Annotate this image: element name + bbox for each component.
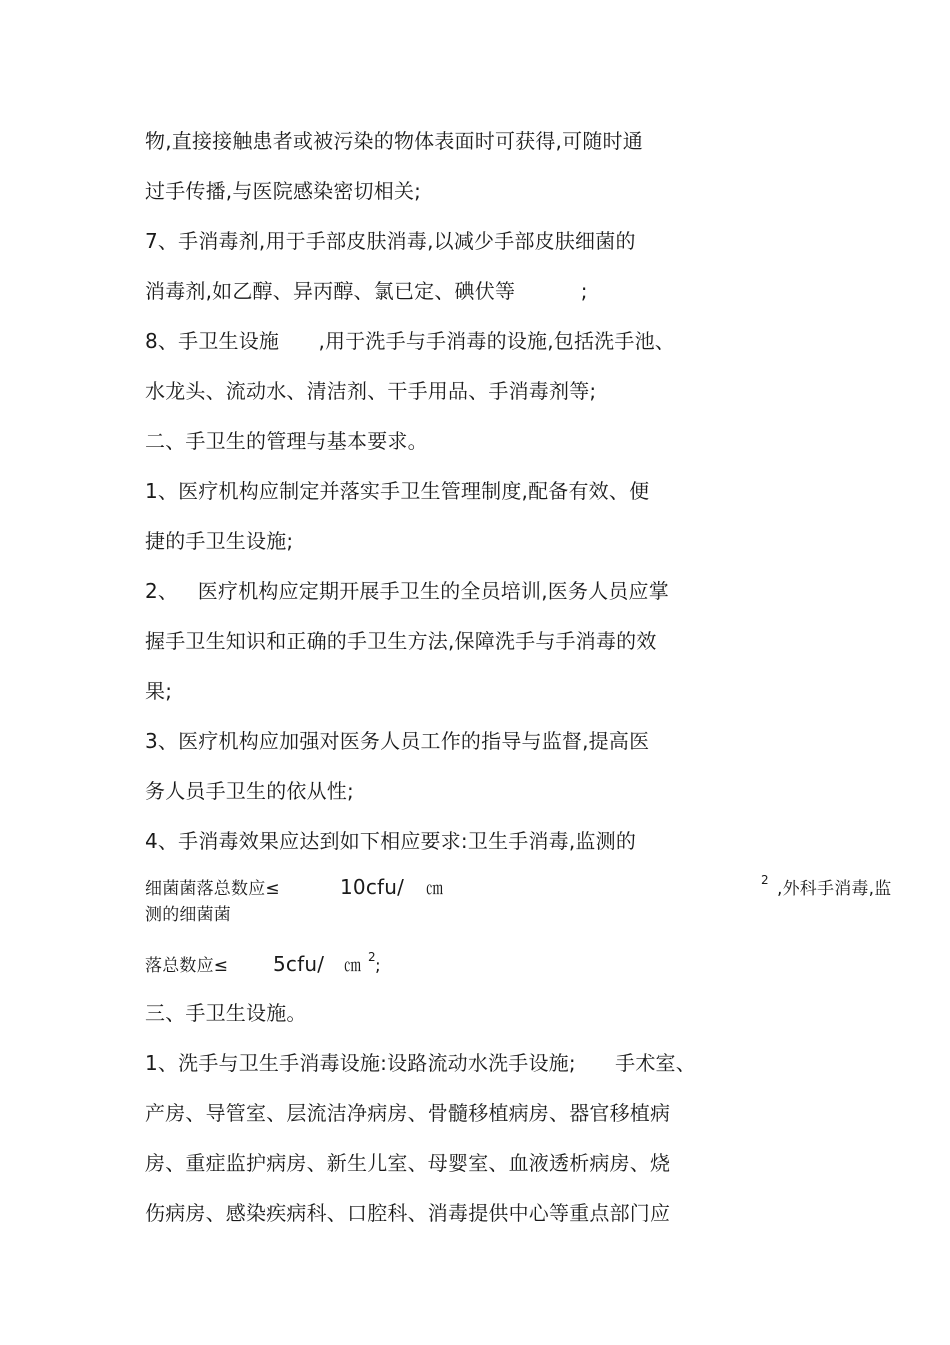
text-line: 务人员手卫生的依从性; bbox=[145, 779, 354, 803]
superscript: 2 bbox=[368, 950, 376, 964]
unit-text: ㎝ bbox=[426, 879, 444, 899]
value-text: 10cfu/ bbox=[340, 875, 405, 899]
superscript: 2 bbox=[761, 873, 769, 887]
text-fragment: 细菌菌落总数应≤ bbox=[145, 879, 280, 899]
text-line: 水龙头、流动水、清洁剂、干手用品、手消毒剂等; bbox=[145, 379, 597, 403]
text-line: 房、重症监护病房、新生儿室、母婴室、血液透析病房、烧 bbox=[145, 1151, 671, 1175]
section-heading: 二、手卫生的管理与基本要求。 bbox=[145, 429, 428, 453]
text-line: 消毒剂,如乙醇、异丙醇、氯已定、碘伏等 ; bbox=[145, 279, 588, 303]
text-line: 4、手消毒效果应达到如下相应要求:卫生手消毒,监测的 bbox=[145, 829, 637, 853]
text-line: 8、手卫生设施 ,用于洗手与手消毒的设施,包括洗手池、 bbox=[145, 329, 675, 353]
text-fragment: ; bbox=[375, 956, 381, 976]
text-line: 2、 医疗机构应定期开展手卫生的全员培训,医务人员应掌 bbox=[145, 579, 669, 603]
text-fragment: ,外科手消毒,监 bbox=[777, 879, 892, 899]
text-fragment: 测的细菌菌 bbox=[145, 905, 231, 925]
text-line: 产房、导管室、层流洁净病房、骨髓移植病房、器官移植病 bbox=[145, 1101, 671, 1125]
text-line: 7、手消毒剂,用于手部皮肤消毒,以减少手部皮肤细菌的 bbox=[145, 229, 636, 253]
text-line: 3、医疗机构应加强对医务人员工作的指导与监督,提高医 bbox=[145, 729, 650, 753]
text-line: 1、洗手与卫生手消毒设施:设路流动水洗手设施; 手术室、 bbox=[145, 1051, 696, 1075]
text-line: 物,直接接触患者或被污染的物体表面时可获得,可随时通 bbox=[145, 129, 643, 153]
value-text: 5cfu/ bbox=[273, 952, 325, 976]
text-line: 过手传播,与医院感染密切相关; bbox=[145, 179, 422, 203]
unit-text: ㎝ bbox=[344, 956, 362, 976]
text-line: 握手卫生知识和正确的手卫生方法,保障洗手与手消毒的效 bbox=[145, 629, 657, 653]
text-line: 伤病房、感染疾病科、口腔科、消毒提供中心等重点部门应 bbox=[145, 1201, 671, 1225]
section-heading: 三、手卫生设施。 bbox=[145, 1001, 307, 1025]
text-line: 捷的手卫生设施; bbox=[145, 529, 294, 553]
text-line: 1、医疗机构应制定并落实手卫生管理制度,配备有效、便 bbox=[145, 479, 650, 503]
text-line: 果; bbox=[145, 679, 173, 703]
text-fragment: 落总数应≤ bbox=[145, 956, 229, 976]
